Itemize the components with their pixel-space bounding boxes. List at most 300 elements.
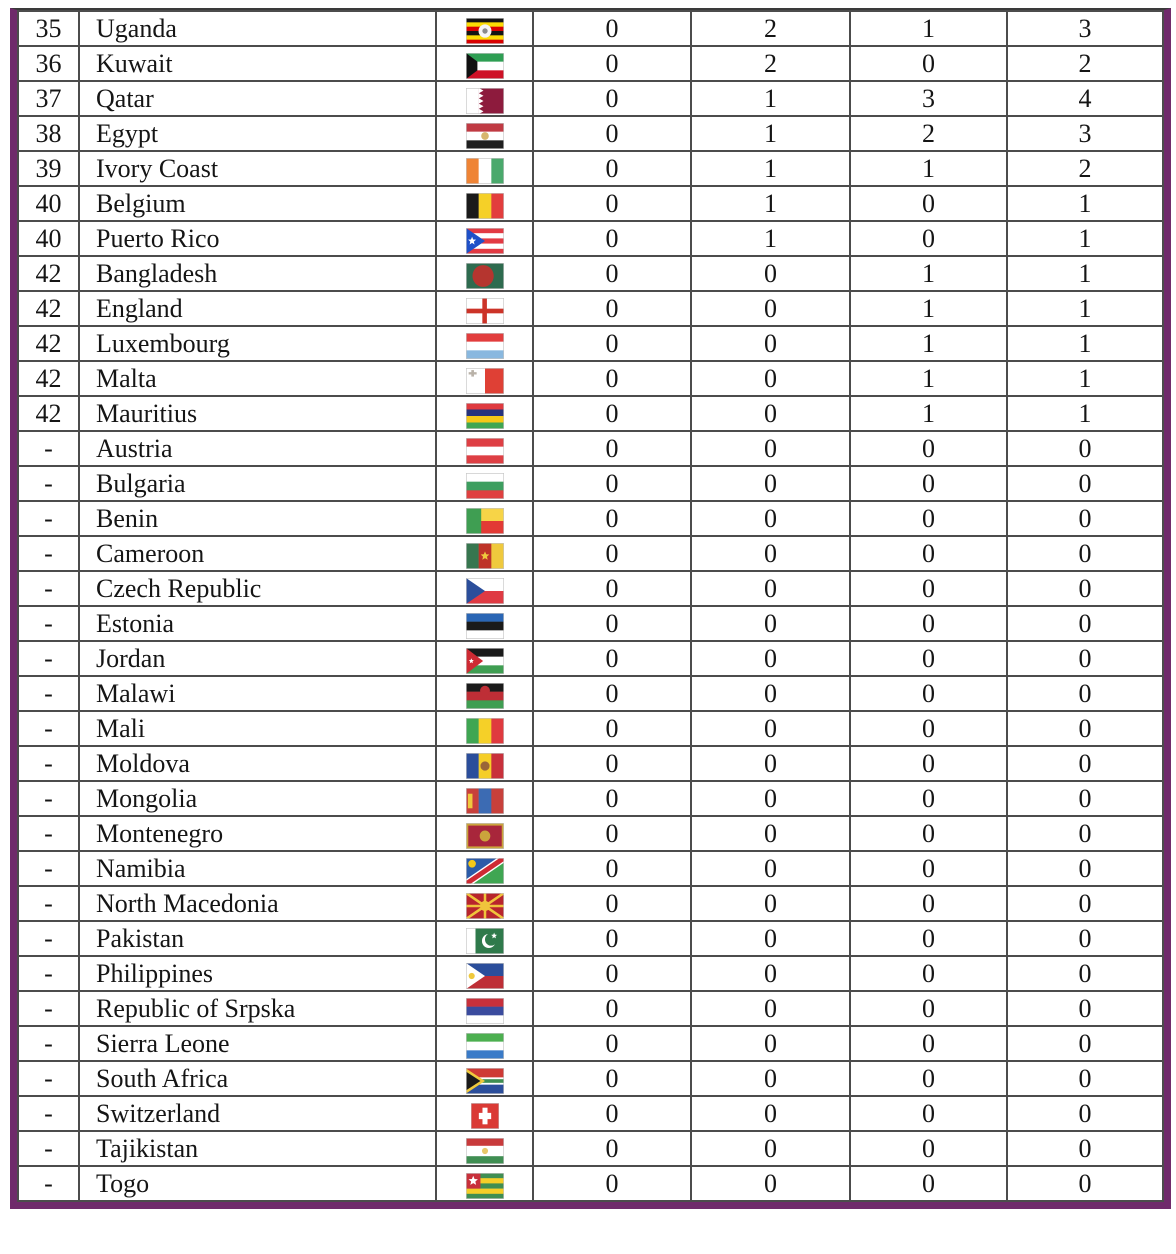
total-cell: 0: [1007, 571, 1163, 606]
flag-cell: [436, 886, 533, 921]
total-cell: 0: [1007, 1096, 1163, 1131]
gold-cell: 0: [533, 536, 691, 571]
bronze-cell: 1: [850, 291, 1007, 326]
total-cell: 0: [1007, 921, 1163, 956]
total-cell: 0: [1007, 711, 1163, 746]
flag-icon-moldova: [466, 753, 504, 779]
flag-cell: [436, 711, 533, 746]
total-cell: 0: [1007, 606, 1163, 641]
rank-cell: 37: [18, 81, 79, 116]
table-row: [18, 81, 1163, 116]
country-cell: [79, 326, 436, 361]
bronze-cell: 0: [850, 1026, 1007, 1061]
flag-icon-malawi: [466, 683, 504, 709]
gold-cell: 0: [533, 326, 691, 361]
flag-icon-mali: [466, 718, 504, 744]
bronze-cell: 3: [850, 81, 1007, 116]
flag-icon-south-africa: [466, 1068, 504, 1094]
gold-cell: 0: [533, 746, 691, 781]
medal-table-body: [18, 11, 1163, 1201]
gold-cell: 0: [533, 116, 691, 151]
total-cell: 1: [1007, 256, 1163, 291]
country-cell: [79, 536, 436, 571]
country-name: Sierra Leone: [96, 1029, 230, 1058]
country-name: Cameroon: [96, 539, 205, 568]
flag-cell: [436, 606, 533, 641]
silver-cell: 0: [691, 991, 850, 1026]
country-name: Tajikistan: [96, 1134, 199, 1163]
gold-cell: 0: [533, 1166, 691, 1201]
rank-cell: 42: [18, 326, 79, 361]
flag-icon-czech-republic: [466, 578, 504, 604]
bronze-cell: 0: [850, 1166, 1007, 1201]
flag-cell: [436, 1131, 533, 1166]
flag-icon-sierra-leone: [466, 1033, 504, 1059]
rank-cell: 36: [18, 46, 79, 81]
table-row: [18, 676, 1163, 711]
rank-cell: 35: [18, 11, 79, 46]
bronze-cell: 1: [850, 151, 1007, 186]
flag-icon-puerto-rico: [466, 228, 504, 254]
total-cell: 2: [1007, 46, 1163, 81]
bronze-cell: 0: [850, 956, 1007, 991]
country-name: Switzerland: [96, 1099, 221, 1128]
total-cell: 3: [1007, 11, 1163, 46]
flag-icon-egypt: [466, 123, 504, 149]
flag-cell: [436, 116, 533, 151]
gold-cell: 0: [533, 11, 691, 46]
rank-cell: -: [18, 781, 79, 816]
country-cell: [79, 116, 436, 151]
medal-table-frame: [10, 8, 1171, 1209]
gold-cell: 0: [533, 291, 691, 326]
total-cell: 0: [1007, 676, 1163, 711]
rank-cell: -: [18, 571, 79, 606]
country-cell: [79, 676, 436, 711]
rank-cell: -: [18, 641, 79, 676]
total-cell: 0: [1007, 641, 1163, 676]
total-cell: 4: [1007, 81, 1163, 116]
silver-cell: 0: [691, 1166, 850, 1201]
country-cell: [79, 851, 436, 886]
flag-cell: [436, 536, 533, 571]
flag-icon-switzerland: [471, 1103, 499, 1129]
silver-cell: 0: [691, 396, 850, 431]
country-cell: [79, 606, 436, 641]
flag-cell: [436, 466, 533, 501]
country-cell: [79, 1166, 436, 1201]
table-row: [18, 1061, 1163, 1096]
flag-icon-togo: [466, 1173, 504, 1199]
country-name: Malta: [96, 364, 157, 393]
bronze-cell: 0: [850, 921, 1007, 956]
flag-icon-mauritius: [466, 403, 504, 429]
silver-cell: 0: [691, 711, 850, 746]
flag-cell: [436, 256, 533, 291]
country-name: Qatar: [96, 84, 154, 113]
country-name: England: [96, 294, 183, 323]
bronze-cell: 0: [850, 431, 1007, 466]
gold-cell: 0: [533, 991, 691, 1026]
total-cell: 2: [1007, 151, 1163, 186]
total-cell: 0: [1007, 956, 1163, 991]
silver-cell: 0: [691, 641, 850, 676]
table-row: [18, 991, 1163, 1026]
gold-cell: 0: [533, 81, 691, 116]
medal-table: [17, 10, 1164, 1202]
flag-icon-pakistan: [466, 928, 504, 954]
country-name: Montenegro: [96, 819, 224, 848]
table-row: [18, 1026, 1163, 1061]
total-cell: 0: [1007, 1131, 1163, 1166]
country-name: Austria: [96, 434, 173, 463]
table-row: [18, 606, 1163, 641]
gold-cell: 0: [533, 781, 691, 816]
flag-icon-england: [466, 298, 504, 324]
gold-cell: 0: [533, 1096, 691, 1131]
table-row: [18, 11, 1163, 46]
flag-icon-republic-of-srpska: [466, 998, 504, 1024]
country-cell: [79, 711, 436, 746]
total-cell: 0: [1007, 1166, 1163, 1201]
country-name: Belgium: [96, 189, 186, 218]
silver-cell: 0: [691, 291, 850, 326]
rank-cell: -: [18, 816, 79, 851]
flag-icon-north-macedonia: [466, 893, 504, 919]
flag-icon-mongolia: [466, 788, 504, 814]
bronze-cell: 1: [850, 396, 1007, 431]
country-name: Mali: [96, 714, 146, 743]
gold-cell: 0: [533, 851, 691, 886]
flag-icon-ivory-coast: [466, 158, 504, 184]
total-cell: 0: [1007, 1026, 1163, 1061]
rank-cell: -: [18, 851, 79, 886]
bronze-cell: 0: [850, 46, 1007, 81]
gold-cell: 0: [533, 676, 691, 711]
silver-cell: 0: [691, 256, 850, 291]
bronze-cell: 1: [850, 326, 1007, 361]
flag-icon-philippines: [466, 963, 504, 989]
flag-cell: [436, 746, 533, 781]
table-row: [18, 536, 1163, 571]
gold-cell: 0: [533, 151, 691, 186]
country-name: Philippines: [96, 959, 214, 988]
total-cell: 0: [1007, 1061, 1163, 1096]
rank-cell: 40: [18, 186, 79, 221]
rank-cell: -: [18, 501, 79, 536]
bronze-cell: 0: [850, 221, 1007, 256]
country-name: Estonia: [96, 609, 174, 638]
gold-cell: 0: [533, 711, 691, 746]
country-name: Egypt: [96, 119, 159, 148]
rank-cell: -: [18, 956, 79, 991]
country-cell: [79, 431, 436, 466]
flag-cell: [436, 291, 533, 326]
bronze-cell: 0: [850, 816, 1007, 851]
gold-cell: 0: [533, 466, 691, 501]
silver-cell: 1: [691, 186, 850, 221]
flag-icon-belgium: [466, 193, 504, 219]
total-cell: 1: [1007, 396, 1163, 431]
gold-cell: 0: [533, 221, 691, 256]
total-cell: 0: [1007, 466, 1163, 501]
flag-icon-cameroon: [466, 543, 504, 569]
silver-cell: 0: [691, 781, 850, 816]
country-name: Malawi: [96, 679, 176, 708]
country-name: South Africa: [96, 1064, 229, 1093]
rank-cell: 40: [18, 221, 79, 256]
flag-cell: [436, 676, 533, 711]
silver-cell: 0: [691, 326, 850, 361]
silver-cell: 0: [691, 816, 850, 851]
flag-icon-tajikistan: [466, 1138, 504, 1164]
gold-cell: 0: [533, 1026, 691, 1061]
bronze-cell: 0: [850, 536, 1007, 571]
country-cell: [79, 886, 436, 921]
bronze-cell: 0: [850, 781, 1007, 816]
total-cell: 3: [1007, 116, 1163, 151]
country-name: Republic of Srpska: [96, 994, 296, 1023]
gold-cell: 0: [533, 431, 691, 466]
flag-cell: [436, 956, 533, 991]
rank-cell: -: [18, 431, 79, 466]
gold-cell: 0: [533, 641, 691, 676]
flag-cell: [436, 186, 533, 221]
country-name: Namibia: [96, 854, 186, 883]
country-cell: [79, 816, 436, 851]
country-cell: [79, 46, 436, 81]
country-cell: [79, 186, 436, 221]
country-name: North Macedonia: [96, 889, 279, 918]
flag-cell: [436, 326, 533, 361]
country-name: Puerto Rico: [96, 224, 220, 253]
table-row: [18, 956, 1163, 991]
silver-cell: 0: [691, 606, 850, 641]
country-cell: [79, 361, 436, 396]
gold-cell: 0: [533, 1061, 691, 1096]
bronze-cell: 0: [850, 991, 1007, 1026]
silver-cell: 0: [691, 676, 850, 711]
rank-cell: -: [18, 606, 79, 641]
bronze-cell: 0: [850, 186, 1007, 221]
table-row: [18, 326, 1163, 361]
flag-cell: [436, 396, 533, 431]
bronze-cell: 0: [850, 641, 1007, 676]
silver-cell: 1: [691, 116, 850, 151]
rank-cell: -: [18, 466, 79, 501]
rank-cell: 42: [18, 396, 79, 431]
bronze-cell: 0: [850, 851, 1007, 886]
country-name: Benin: [96, 504, 159, 533]
country-name: Uganda: [96, 14, 177, 43]
country-cell: [79, 781, 436, 816]
table-row: [18, 151, 1163, 186]
country-name: Mongolia: [96, 784, 198, 813]
total-cell: 1: [1007, 221, 1163, 256]
gold-cell: 0: [533, 361, 691, 396]
gold-cell: 0: [533, 956, 691, 991]
gold-cell: 0: [533, 921, 691, 956]
rank-cell: -: [18, 676, 79, 711]
country-cell: [79, 151, 436, 186]
rank-cell: -: [18, 921, 79, 956]
bronze-cell: 0: [850, 1096, 1007, 1131]
flag-cell: [436, 851, 533, 886]
country-cell: [79, 1131, 436, 1166]
silver-cell: 2: [691, 46, 850, 81]
bronze-cell: 0: [850, 886, 1007, 921]
country-cell: [79, 396, 436, 431]
rank-cell: -: [18, 711, 79, 746]
country-name: Kuwait: [96, 49, 173, 78]
table-row: [18, 746, 1163, 781]
table-row: [18, 501, 1163, 536]
silver-cell: 0: [691, 956, 850, 991]
flag-cell: [436, 781, 533, 816]
gold-cell: 0: [533, 501, 691, 536]
silver-cell: 0: [691, 921, 850, 956]
rank-cell: -: [18, 1131, 79, 1166]
flag-cell: [436, 81, 533, 116]
table-row: [18, 851, 1163, 886]
table-row: [18, 291, 1163, 326]
country-cell: [79, 81, 436, 116]
table-row: [18, 1166, 1163, 1201]
total-cell: 1: [1007, 291, 1163, 326]
total-cell: 0: [1007, 536, 1163, 571]
silver-cell: 0: [691, 431, 850, 466]
flag-icon-luxembourg: [466, 333, 504, 359]
rank-cell: -: [18, 1166, 79, 1201]
flag-cell: [436, 991, 533, 1026]
bronze-cell: 1: [850, 256, 1007, 291]
country-cell: [79, 991, 436, 1026]
total-cell: 1: [1007, 186, 1163, 221]
bronze-cell: 0: [850, 501, 1007, 536]
flag-cell: [436, 46, 533, 81]
country-cell: [79, 291, 436, 326]
bronze-cell: 1: [850, 11, 1007, 46]
flag-icon-kuwait: [466, 53, 504, 79]
country-cell: [79, 921, 436, 956]
rank-cell: -: [18, 1026, 79, 1061]
silver-cell: 0: [691, 361, 850, 396]
bronze-cell: 1: [850, 361, 1007, 396]
total-cell: 0: [1007, 851, 1163, 886]
flag-cell: [436, 221, 533, 256]
country-cell: [79, 1026, 436, 1061]
flag-cell: [436, 571, 533, 606]
total-cell: 1: [1007, 361, 1163, 396]
country-cell: [79, 641, 436, 676]
gold-cell: 0: [533, 256, 691, 291]
country-cell: [79, 746, 436, 781]
country-cell: [79, 11, 436, 46]
total-cell: 0: [1007, 431, 1163, 466]
silver-cell: 1: [691, 151, 850, 186]
rank-cell: 42: [18, 361, 79, 396]
table-row: [18, 641, 1163, 676]
bronze-cell: 2: [850, 116, 1007, 151]
table-row: [18, 256, 1163, 291]
flag-cell: [436, 501, 533, 536]
flag-cell: [436, 431, 533, 466]
bronze-cell: 0: [850, 1131, 1007, 1166]
country-name: Bulgaria: [96, 469, 186, 498]
flag-icon-malta: [466, 368, 504, 394]
table-row: [18, 711, 1163, 746]
table-row: [18, 1096, 1163, 1131]
table-row: [18, 816, 1163, 851]
table-row: [18, 921, 1163, 956]
country-cell: [79, 256, 436, 291]
table-row: [18, 361, 1163, 396]
table-row: [18, 1131, 1163, 1166]
silver-cell: 0: [691, 851, 850, 886]
silver-cell: 0: [691, 1026, 850, 1061]
country-name: Mauritius: [96, 399, 198, 428]
silver-cell: 0: [691, 1131, 850, 1166]
table-row: [18, 431, 1163, 466]
rank-cell: 42: [18, 291, 79, 326]
silver-cell: 2: [691, 11, 850, 46]
total-cell: 0: [1007, 501, 1163, 536]
country-name: Ivory Coast: [96, 154, 219, 183]
silver-cell: 0: [691, 746, 850, 781]
rank-cell: 38: [18, 116, 79, 151]
country-cell: [79, 956, 436, 991]
silver-cell: 1: [691, 81, 850, 116]
flag-cell: [436, 151, 533, 186]
country-name: Pakistan: [96, 924, 185, 953]
flag-icon-qatar: [466, 88, 504, 114]
gold-cell: 0: [533, 606, 691, 641]
bronze-cell: 0: [850, 606, 1007, 641]
gold-cell: 0: [533, 1131, 691, 1166]
bronze-cell: 0: [850, 676, 1007, 711]
flag-icon-austria: [466, 438, 504, 464]
rank-cell: 42: [18, 256, 79, 291]
country-cell: [79, 1096, 436, 1131]
table-row: [18, 116, 1163, 151]
table-row: [18, 221, 1163, 256]
rank-cell: -: [18, 991, 79, 1026]
flag-cell: [436, 11, 533, 46]
flag-icon-bulgaria: [466, 473, 504, 499]
bronze-cell: 0: [850, 1061, 1007, 1096]
rank-cell: -: [18, 886, 79, 921]
gold-cell: 0: [533, 816, 691, 851]
silver-cell: 0: [691, 1096, 850, 1131]
country-cell: [79, 571, 436, 606]
country-name: Jordan: [96, 644, 166, 673]
bronze-cell: 0: [850, 746, 1007, 781]
table-row: [18, 46, 1163, 81]
total-cell: 0: [1007, 781, 1163, 816]
flag-icon-jordan: [466, 648, 504, 674]
flag-cell: [436, 1166, 533, 1201]
flag-icon-bangladesh: [466, 263, 504, 289]
country-name: Czech Republic: [96, 574, 262, 603]
bronze-cell: 0: [850, 711, 1007, 746]
total-cell: 0: [1007, 991, 1163, 1026]
silver-cell: 0: [691, 501, 850, 536]
rank-cell: -: [18, 536, 79, 571]
gold-cell: 0: [533, 886, 691, 921]
table-row: [18, 396, 1163, 431]
rank-cell: 39: [18, 151, 79, 186]
silver-cell: 0: [691, 536, 850, 571]
